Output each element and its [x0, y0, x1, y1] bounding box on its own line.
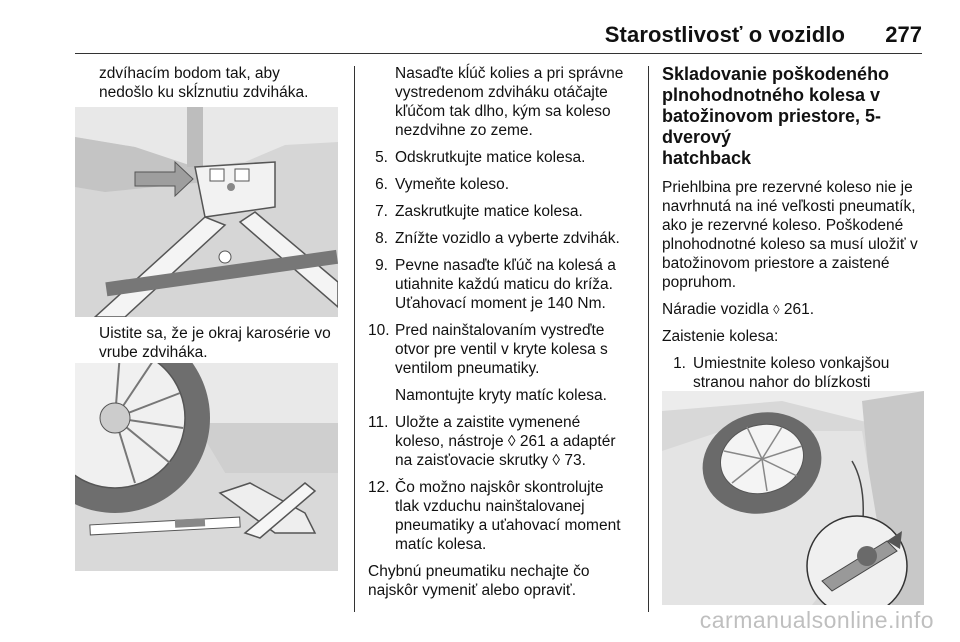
column-divider-2 [648, 66, 649, 612]
secure-step-1: 1. Umiestnite koleso vonkajšou stranou nahor do blízkosti [673, 355, 890, 391]
cont-line: Nasaďte kĺúč kolies a pri správne [395, 65, 624, 82]
section-heading: Skladovanie poškodeného plnohodnotného kolesa v batožinovom priestore, 5-dverový hatchback [662, 64, 890, 168]
caption-line-2: vrube zdviháka. [99, 344, 208, 361]
tools-reference: Náradie vozidla ◊ 261. [662, 301, 815, 318]
secure-label: Zaistenie kolesa: [662, 328, 779, 345]
column-2 [368, 64, 636, 600]
header-rule [75, 53, 922, 54]
figure-caption [99, 324, 344, 362]
jack-lifting-point-illustration [75, 107, 338, 317]
page-reference-icon: ◊ [773, 302, 780, 317]
closing-line-2: najskôr vymeniť alebo opraviť. [368, 582, 577, 599]
step-8: 8. Znížte vozidlo a vyberte zdvihák. [375, 230, 620, 247]
closing-line-1: Chybnú pneumatiku nechajte čo [368, 563, 590, 580]
step-6: 6. Vymeňte koleso. [375, 176, 510, 193]
intro-line-2: nedošlo ku skĺznutiu zdviháka. [99, 84, 309, 101]
step-9: 9. Pevne nasaďte kľúč na kolesá a utiahnite každú maticu do kríža. Uťahovací moment je 140 Nm. [375, 257, 616, 312]
paragraph-1: Priehlbina pre rezervné koleso nie je navrhnutá na iné veľkosti pneumatík, ako je rezervné koleso. Poškodené plnohodnotné koleso sa musí uložiť v batožinovom priestore a zaistené popruhom. [662, 179, 918, 291]
page-number: 277 [885, 22, 922, 47]
page-title: Starostlivosť o vozidlo [604, 22, 845, 47]
page-header [0, 0, 960, 56]
step-12: 12. Čo možno najskôr skontrolujte tlak vzduchu nainštalovanej pneumatiky a uťahovací moment matíc kolesa. [368, 479, 621, 553]
procedure-steps [368, 148, 636, 554]
step-5: 5. Odskrutkujte matice kolesa. [375, 149, 586, 166]
step-10: 10. Pred nainštalovaním vystreďte otvor pre ventil v kryte kolesa s ventilom pneumatiky. Namontujte kryty matíc kolesa. [368, 322, 608, 404]
column-1 [99, 64, 344, 102]
tools-ref-link[interactable]: 261. [783, 301, 815, 318]
intro-line-1: zdvíhacím bodom tak, aby [99, 65, 280, 82]
trunk-wheel-storage-illustration [662, 391, 924, 605]
caption-line-1: Uistite sa, že je okraj karosérie vo [99, 325, 331, 342]
cont-line: kľúčom tak dlho, kým sa koleso [395, 103, 611, 120]
step-11: 11. Uložte a zaistite vymenené koleso, nástroje ◊ 261 a adaptér na zaisťovacie skrutky ◊ 73. [368, 414, 616, 469]
cont-line: nezdvihne zo zeme. [395, 122, 533, 139]
step-7: 7. Zaskrutkujte matice kolesa. [375, 203, 583, 220]
cont-line: vystredenom zdviháku otáčajte [395, 84, 608, 101]
column-divider-1 [354, 66, 355, 612]
watermark: carmanualsonline.info [699, 607, 934, 633]
step-continuation [368, 64, 636, 140]
jack-under-car-illustration [75, 363, 338, 571]
column-3 [662, 64, 927, 438]
